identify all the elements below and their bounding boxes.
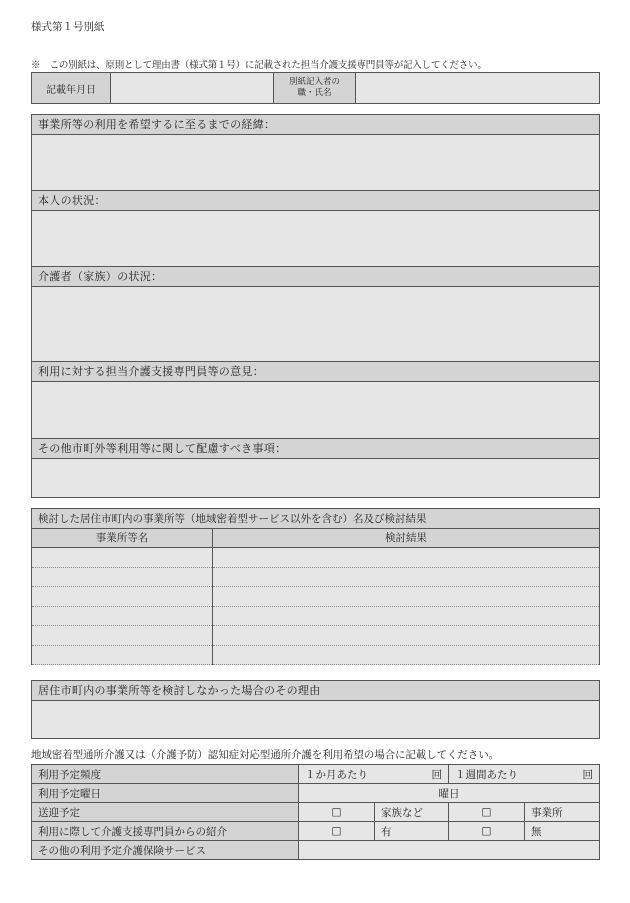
section-not-reviewed-reason	[31, 680, 600, 739]
section-caregiver-status-title: 介護者（家族）の状況：	[32, 267, 599, 287]
section-not-reviewed-reason-field[interactable]	[32, 701, 599, 738]
review-result-cell[interactable]	[213, 606, 600, 626]
section-person-status-title: 本人の状況：	[32, 191, 599, 211]
section-manager-opinion-field[interactable]	[32, 382, 599, 439]
table-row	[32, 587, 600, 607]
table-row	[32, 567, 600, 587]
writer-label-line2: 職・氏名	[297, 88, 332, 98]
referral-no-label: 無	[525, 822, 600, 841]
section-caregiver-status-field[interactable]	[32, 287, 599, 363]
other-services-label: その他の利用予定介護保険サービス	[32, 841, 299, 860]
section-history-field[interactable]	[32, 135, 599, 192]
per-month-label: １か月あたり	[305, 768, 368, 781]
review-table-title: 検討した居住市町内の事業所等（地域密着型サービス以外を含む）名及び検討結果	[32, 509, 600, 529]
referral-yes-label: 有	[375, 822, 449, 841]
review-result-cell[interactable]	[213, 548, 600, 568]
referral-no-checkbox[interactable]: □	[449, 822, 525, 841]
table-row	[32, 626, 600, 646]
writer-label-line1: 別紙記入者の	[288, 77, 340, 87]
referral-yes-checkbox[interactable]: □	[299, 822, 375, 841]
other-services-field[interactable]	[299, 841, 600, 860]
section-other-considerations-title: その他市町外等利用等に関して配慮すべき事項：	[32, 439, 599, 459]
section-history	[31, 114, 600, 193]
frequency-label: 利用予定頻度	[32, 765, 299, 784]
section-other-considerations-field[interactable]	[32, 459, 599, 497]
transport-label: 送迎予定	[32, 803, 299, 822]
writer-label	[274, 73, 356, 104]
days-label: 利用予定曜日	[32, 784, 299, 803]
form-code: 様式第１号別紙	[31, 21, 105, 33]
review-col-result: 検討結果	[213, 528, 600, 548]
date-field[interactable]	[111, 73, 274, 104]
transport-facility-label: 事業所	[525, 803, 600, 822]
section-caregiver-status	[31, 266, 600, 364]
header-table	[31, 72, 600, 104]
per-month-unit: 回	[431, 768, 442, 781]
days-cell[interactable]: 曜日	[299, 784, 600, 803]
section-not-reviewed-reason-title: 居住市町内の事業所等を検討しなかった場合のその理由	[32, 681, 599, 701]
section-manager-opinion	[31, 361, 600, 440]
transport-facility-checkbox[interactable]: □	[449, 803, 525, 822]
review-name-cell[interactable]	[32, 567, 213, 587]
review-name-cell[interactable]	[32, 548, 213, 568]
frequency-week-cell[interactable]	[449, 765, 600, 784]
instruction-note: ※ この別紙は、原則として理由書（様式第１号）に記載された担当介護支援専門員等が記入してください。	[31, 60, 487, 71]
transport-family-checkbox[interactable]: □	[299, 803, 375, 822]
service-table	[31, 764, 600, 860]
section-other-considerations	[31, 438, 600, 498]
review-name-cell[interactable]	[32, 587, 213, 607]
section-history-title: 事業所等の利用を希望するに至るまでの経緯：	[32, 115, 599, 135]
review-name-cell[interactable]	[32, 606, 213, 626]
table-row	[32, 548, 600, 568]
service-note: 地域密着型通所介護又は（介護予防）認知症対応型通所介護を利用希望の場合に記載してください。	[31, 749, 499, 761]
review-table	[31, 508, 600, 665]
section-person-status-field[interactable]	[32, 211, 599, 268]
transport-family-label: 家族など	[375, 803, 449, 822]
review-result-cell[interactable]	[213, 645, 600, 665]
table-row	[32, 606, 600, 626]
table-row	[32, 645, 600, 665]
writer-field[interactable]	[356, 73, 600, 104]
referral-label: 利用に際して介護支援専門員からの紹介	[32, 822, 299, 841]
review-result-cell[interactable]	[213, 626, 600, 646]
review-result-cell[interactable]	[213, 567, 600, 587]
review-name-cell[interactable]	[32, 626, 213, 646]
date-label: 記載年月日	[32, 73, 111, 104]
section-person-status	[31, 190, 600, 269]
review-col-name: 事業所等名	[32, 528, 213, 548]
per-week-unit: 回	[582, 768, 593, 781]
section-manager-opinion-title: 利用に対する担当介護支援専門員等の意見：	[32, 362, 599, 382]
frequency-month-cell[interactable]	[299, 765, 449, 784]
per-week-label: １週間あたり	[455, 768, 518, 781]
review-name-cell[interactable]	[32, 645, 213, 665]
review-result-cell[interactable]	[213, 587, 600, 607]
